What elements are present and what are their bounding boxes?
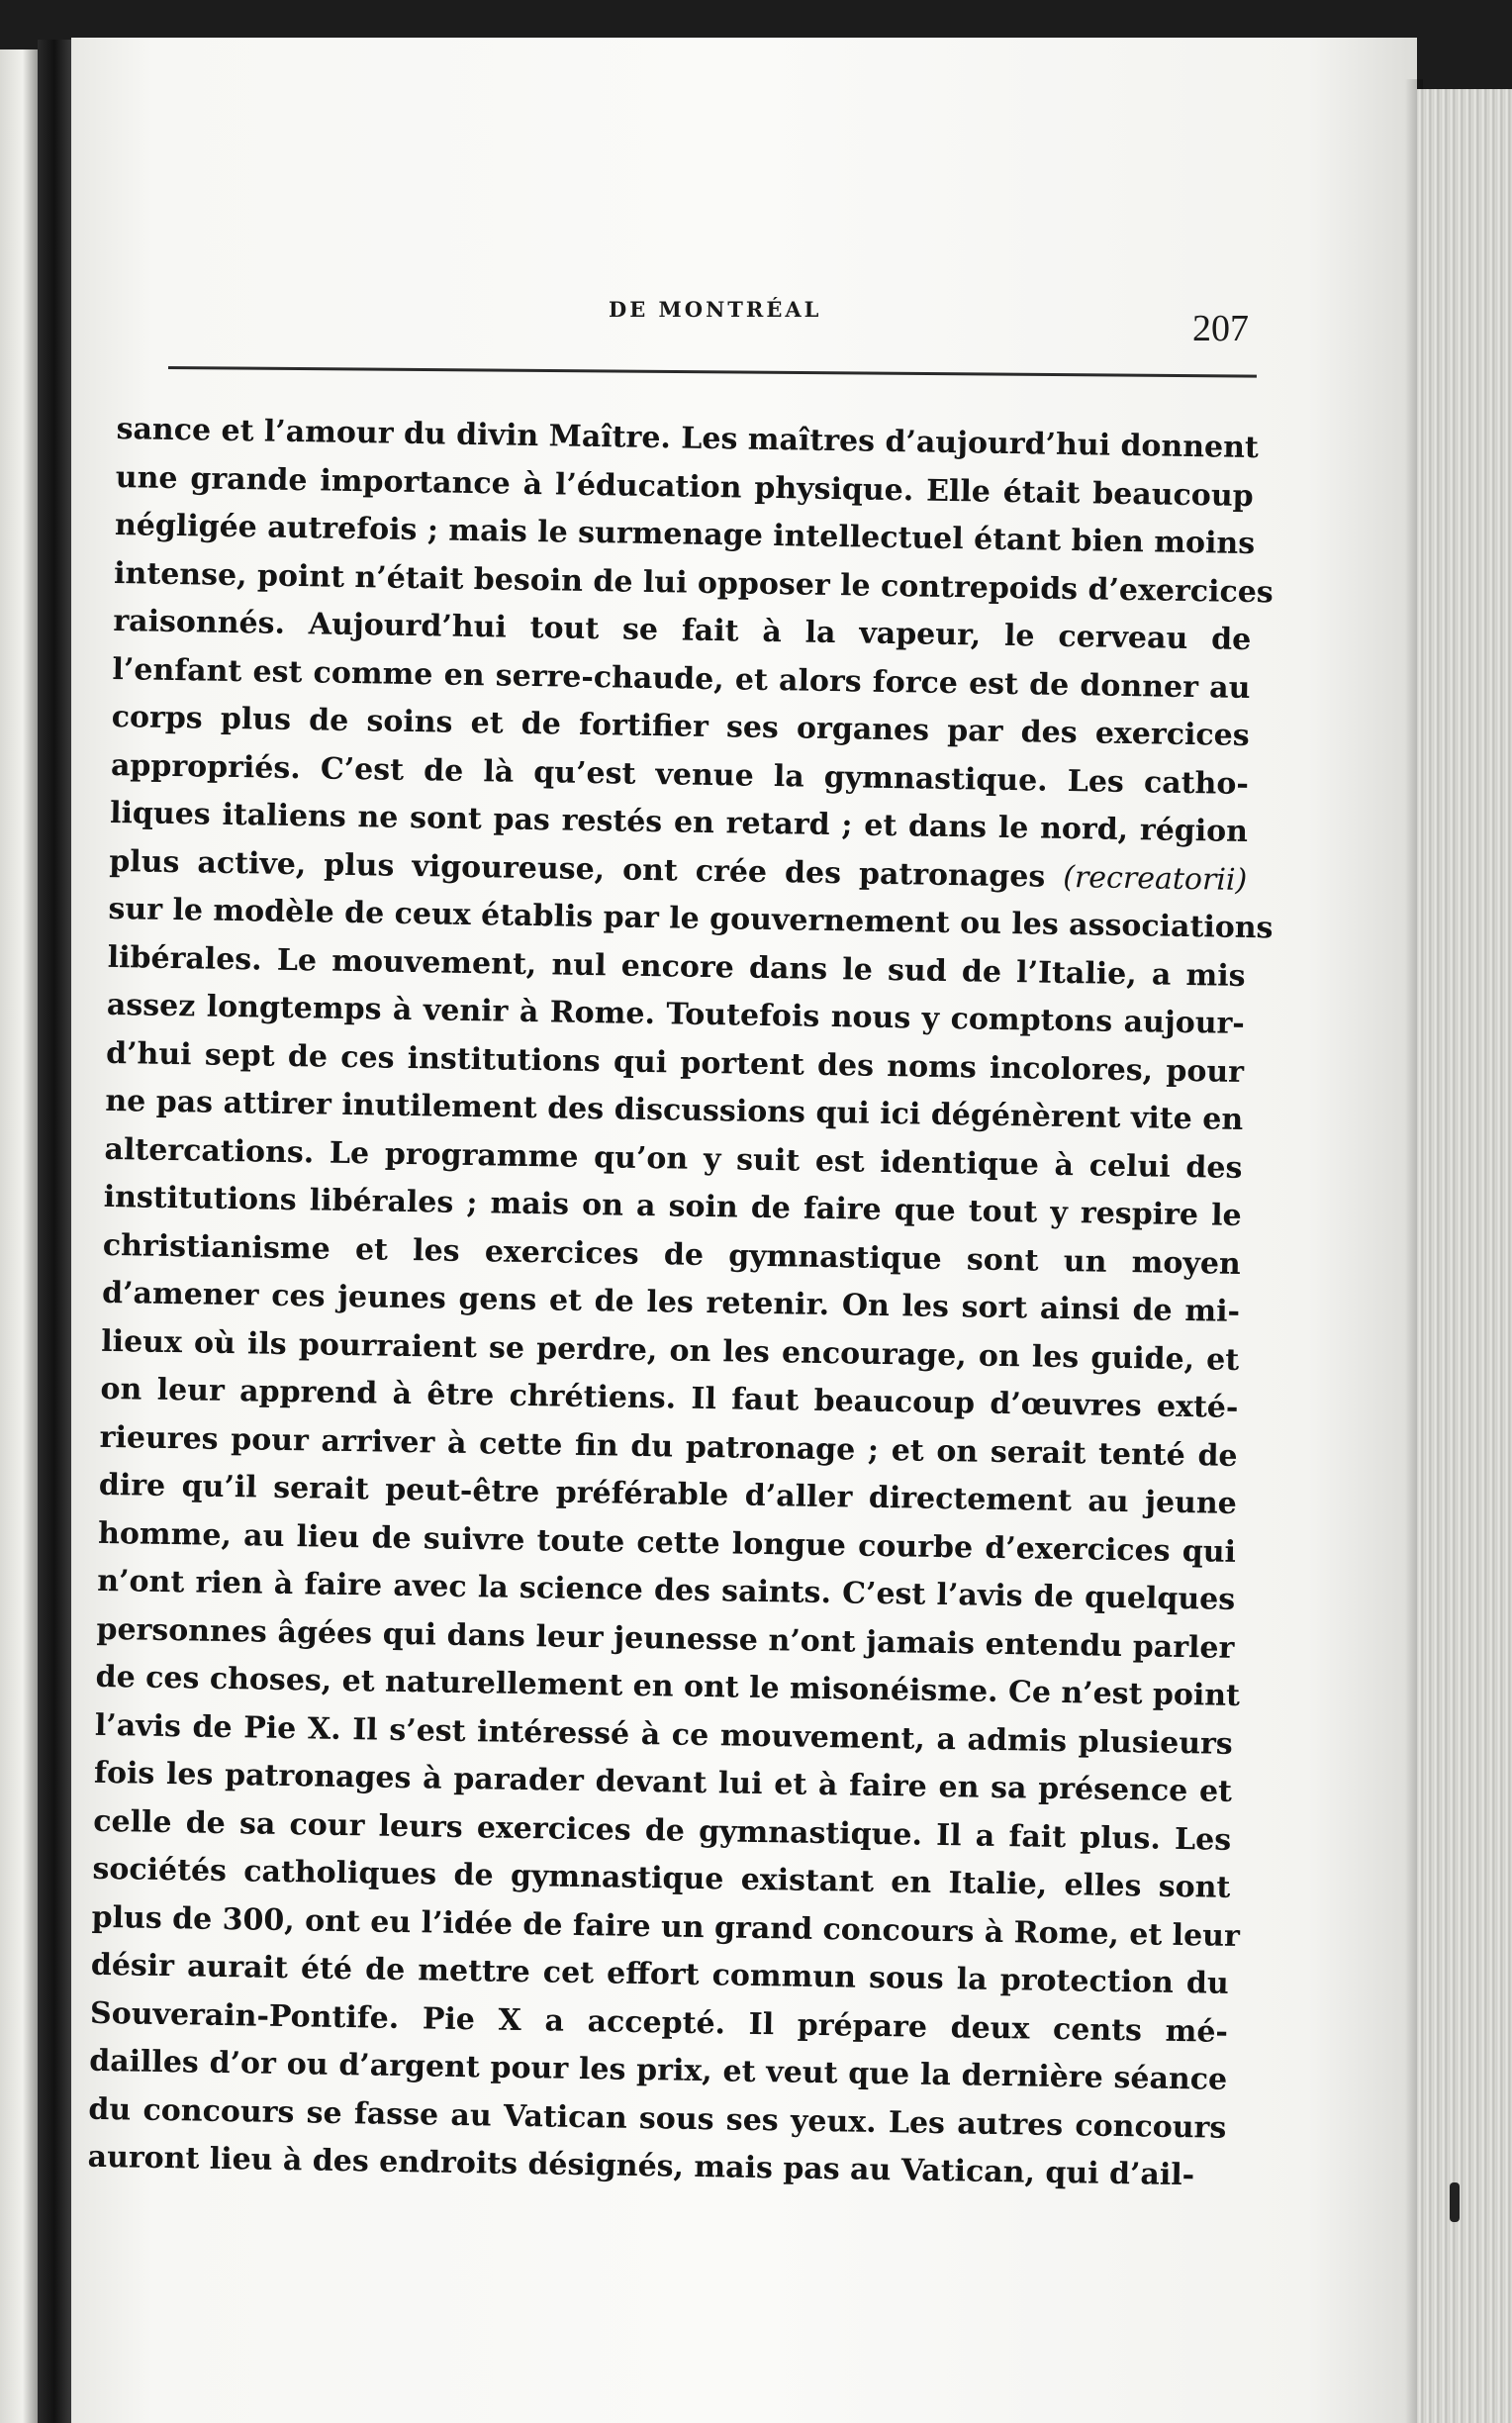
text-line: celle de sa cour leurs exercices de gymnastique. Il a fait plus. Les [93, 1803, 1232, 1858]
text-line: christianisme et les exercices de gymnastique sont un moyen [102, 1227, 1242, 1282]
text-line: désir aurait été de mettre cet effort commun sous la protection du [90, 1947, 1230, 2001]
text-line: plus de 300, ont eu l’idée de faire un grand concours à Rome, et leur [91, 1899, 1241, 1954]
text-line: d’amener ces jeunes gens et de les retenir. On les sort ainsi de mi- [101, 1275, 1241, 1329]
text-line: personnes âgées qui dans leur jeunesse n’ont jamais entendu parler [96, 1611, 1235, 1666]
text-line: du concours se fasse au Vatican sous ses yeux. Les autres concours [88, 2091, 1227, 2146]
scan-blemish [1450, 2182, 1460, 2222]
body-text [87, 406, 1275, 2200]
text-line: de ces choses, et naturellement en ont le misonéisme. Ce n’est point [95, 1659, 1241, 1713]
text-line: ne pas attirer inutilement des discussions qui ici dégénèrent vite en [105, 1083, 1244, 1137]
text-line: rieures pour arriver à cette fin du patronage ; et on serait tenté de [99, 1419, 1238, 1474]
italic-term: (recreatorii) [1063, 859, 1248, 898]
text-line: lieux où ils pourraient se perdre, on les encourage, on les guide, et [101, 1323, 1240, 1378]
text-line: corps plus de soins et de fortifier ses organes par des exercices [111, 699, 1250, 754]
text-line: libérales. Le mouvement, nul encore dans le sud de l’Italie, a mis [107, 939, 1246, 994]
text-line: raisonnés. Aujourd’hui tout se fait à la vapeur, le cerveau de [113, 603, 1252, 658]
text-line: l’avis de Pie X. Il s’est intéressé à ce mouvement, a admis plusieurs [94, 1707, 1234, 1762]
book-gutter [38, 40, 71, 2423]
text-line: n’ont rien à faire avec la science des saints. C’est l’avis de quelques [97, 1563, 1236, 1617]
text-line: homme, au lieu de suivre toute cette longue courbe d’exercices qui [97, 1515, 1237, 1570]
text-line: intense, point n’était besoin de lui opposer le contrepoids d’exercices [113, 555, 1275, 610]
text-line: l’enfant est comme en serre-chaude, et alors force est de donner au [112, 651, 1251, 706]
text-line: sur le modèle de ceux établis par le gouvernement ou les associations [108, 891, 1274, 946]
page-number: 207 [1192, 308, 1249, 349]
text-segment: plus active, plus vigoureuse, ont crée des patronages [109, 843, 1046, 895]
text-line: on leur apprend à être chrétiens. Il faut beaucoup d’œuvres exté- [100, 1371, 1239, 1425]
facing-page-edge [0, 49, 38, 2423]
stacked-page-edges [1417, 89, 1512, 2423]
text-line: sance et l’amour du divin Maître. Les maîtres d’aujourd’hui donnent [116, 411, 1260, 466]
text-line: Souverain-Pontife. Pie X a accepté. Il prépare deux cents mé- [89, 1995, 1229, 2050]
text-line: altercations. Le programme qu’on y suit est identique à celui des [104, 1131, 1243, 1186]
text-line: assez longtemps à venir à Rome. Toutefois nous y comptons aujour- [106, 987, 1246, 1041]
text-line: liques italiens ne sont pas restés en retard ; et dans le nord, région [109, 795, 1249, 850]
text-line: négligée autrefois ; mais le surmenage intellectuel étant bien moins [114, 507, 1256, 562]
text-line: auront lieu à des endroits désignés, mais pas au Vatican, qui d’ail- [87, 2139, 1195, 2193]
text-line: d’hui sept de ces institutions qui portent des noms incolores, pour [105, 1035, 1245, 1090]
text-line: une grande importance à l’éducation physique. Elle était beaucoup [115, 459, 1254, 514]
text-line: institutions libérales ; mais on a soin de faire que tout y respire le [103, 1179, 1242, 1233]
running-header: DE MONTRÉAL [609, 297, 822, 322]
text-line: sociétés catholiques de gymnastique existant en Italie, elles sont [92, 1851, 1231, 1905]
text-line: appropriés. C’est de là qu’est venue la gymnastique. Les catho- [110, 747, 1250, 802]
text-line: dailles d’or ou d’argent pour les prix, et veut que la dernière séance [88, 2043, 1228, 2097]
text-line: dire qu’il serait peut-être préférable d’aller directement au jeune [98, 1467, 1238, 1521]
text-line: fois les patronages à parader devant lui et à faire en sa présence et [93, 1755, 1233, 1809]
